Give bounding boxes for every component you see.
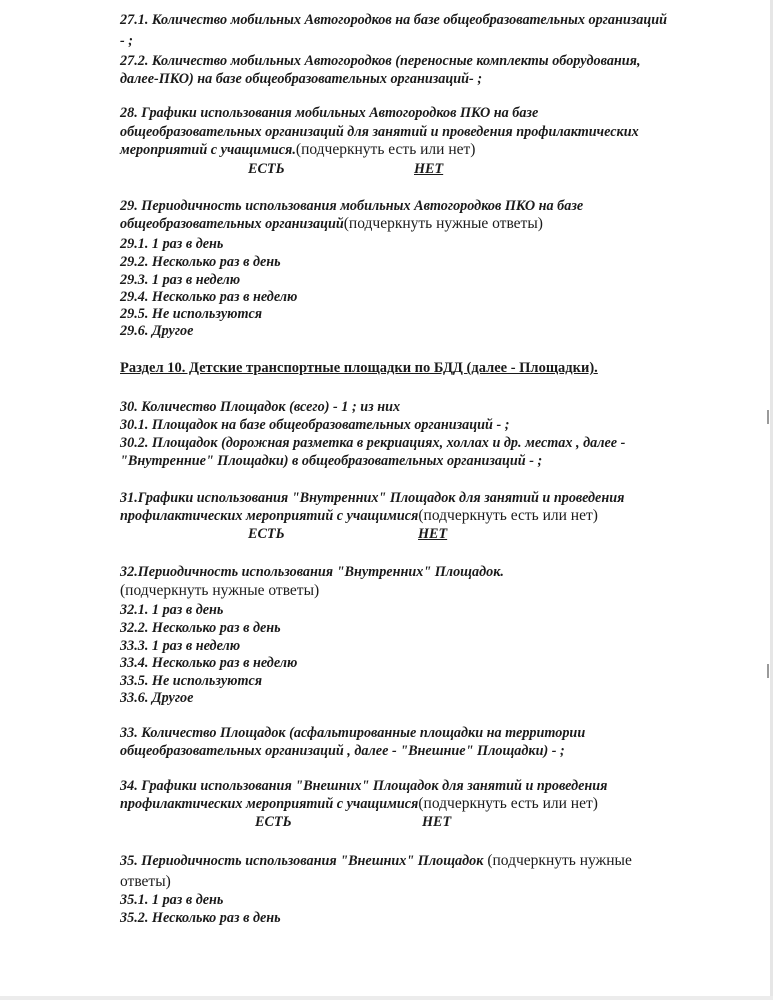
margin-mark: [767, 410, 769, 424]
q34-text: профилактических мероприятий с учащимися: [120, 796, 419, 812]
q27-2-line-2: далее-ПКО) на базе общеобразовательных организаций- ;: [120, 71, 483, 87]
q29-line-1: 29. Периодичность использования мобильных Автогородков ПКО на базе: [120, 198, 584, 214]
q30-line-1: 30. Количество Площадок (всего) - 1 ; из них: [120, 399, 401, 415]
q32-option: 33.4. Несколько раз в неделю: [120, 655, 298, 671]
q31-line-1: 31.Графики использования "Внутренних" Площадок для занятий и проведения: [120, 490, 625, 506]
q34-line-1: 34. Графики использования "Внешних" Площадок для занятий и проведения: [120, 778, 608, 794]
q28-text: мероприятий с учащимися.: [120, 142, 296, 158]
q29-hint: (подчеркнуть нужные ответы): [343, 215, 543, 232]
q29-option: 29.6. Другое: [120, 323, 194, 339]
q28-yes-option: ЕСТЬ: [248, 161, 285, 177]
q32-option: 32.2. Несколько раз в день: [120, 620, 281, 636]
q30-2-line-1: 30.2. Площадок (дорожная разметка в рекриациях, холлах и др. местах , далее -: [120, 435, 626, 451]
q29-option: 29.4. Несколько раз в неделю: [120, 289, 298, 305]
q29-text: общеобразовательных организаций: [120, 216, 344, 232]
margin-mark: [767, 664, 769, 678]
q35-text: 35. Периодичность использования "Внешних" Площадок: [120, 853, 484, 869]
q34-yes-option: ЕСТЬ: [255, 814, 292, 830]
q32-option: 32.1. 1 раз в день: [120, 602, 224, 618]
q29-option: 29.2. Несколько раз в день: [120, 254, 281, 270]
q29-line-2: [120, 215, 543, 233]
q31-text: профилактических мероприятий с учащимися: [120, 508, 419, 524]
q31-no-option: НЕТ: [418, 526, 448, 542]
q27-line-1: 27.1. Количество мобильных Автогородков на базе общеобразовательных организаций: [120, 12, 668, 28]
q29-option: 29.3. 1 раз в неделю: [120, 272, 241, 288]
q35-line-1: [120, 852, 632, 870]
q29-option: 29.5. Не используются: [120, 306, 263, 322]
q31-yes-option: ЕСТЬ: [248, 526, 285, 542]
q34-no-option: НЕТ: [422, 814, 452, 830]
q28-no-option: НЕТ: [414, 161, 444, 177]
q33-line-1: 33. Количество Площадок (асфальтированные площадки на территории: [120, 725, 586, 741]
q30-2-line-2: "Внутренние" Площадки) в общеобразовательных организаций - ;: [120, 453, 543, 469]
q27-line-2: - ;: [120, 33, 133, 49]
q28-line-3: [120, 141, 475, 159]
q32-option: 33.3. 1 раз в неделю: [120, 638, 241, 654]
q35-option: 35.1. 1 раз в день: [120, 892, 224, 908]
section-10-heading: Раздел 10. Детские транспортные площадки по БДД (далее - Площадки).: [120, 360, 598, 376]
q34-hint: (подчеркнуть есть или нет): [418, 795, 598, 812]
q31-hint: (подчеркнуть есть или нет): [418, 507, 598, 524]
q32-option: 33.6. Другое: [120, 690, 194, 706]
q35-hint: (подчеркнуть нужные: [483, 852, 632, 869]
q35-hint-continued: ответы): [120, 873, 171, 890]
q34-line-2: [120, 795, 598, 813]
q28-line-1: 28. Графики использования мобильных Автогородков ПКО на базе: [120, 105, 539, 121]
q33-line-2: общеобразовательных организаций , далее - "Внешние" Площадки) - ;: [120, 743, 565, 759]
q28-line-2: общеобразовательных организаций для занятий и проведения профилактических: [120, 124, 639, 140]
q32-hint: (подчеркнуть нужные ответы): [120, 582, 320, 599]
q32-option: 33.5. Не используются: [120, 673, 263, 689]
q31-line-2: [120, 507, 598, 525]
q35-option: 35.2. Несколько раз в день: [120, 910, 281, 926]
q27-2-line-1: 27.2. Количество мобильных Автогородков (переносные комплекты оборудования,: [120, 53, 641, 69]
q30-1-line: 30.1. Площадок на базе общеобразовательных организаций - ;: [120, 417, 510, 433]
q32-line-1: 32.Периодичность использования "Внутренних" Площадок.: [120, 564, 504, 580]
q29-option: 29.1. 1 раз в день: [120, 236, 224, 252]
scan-bottom-shadow: [0, 996, 773, 1000]
q28-hint: (подчеркнуть есть или нет): [295, 141, 476, 158]
